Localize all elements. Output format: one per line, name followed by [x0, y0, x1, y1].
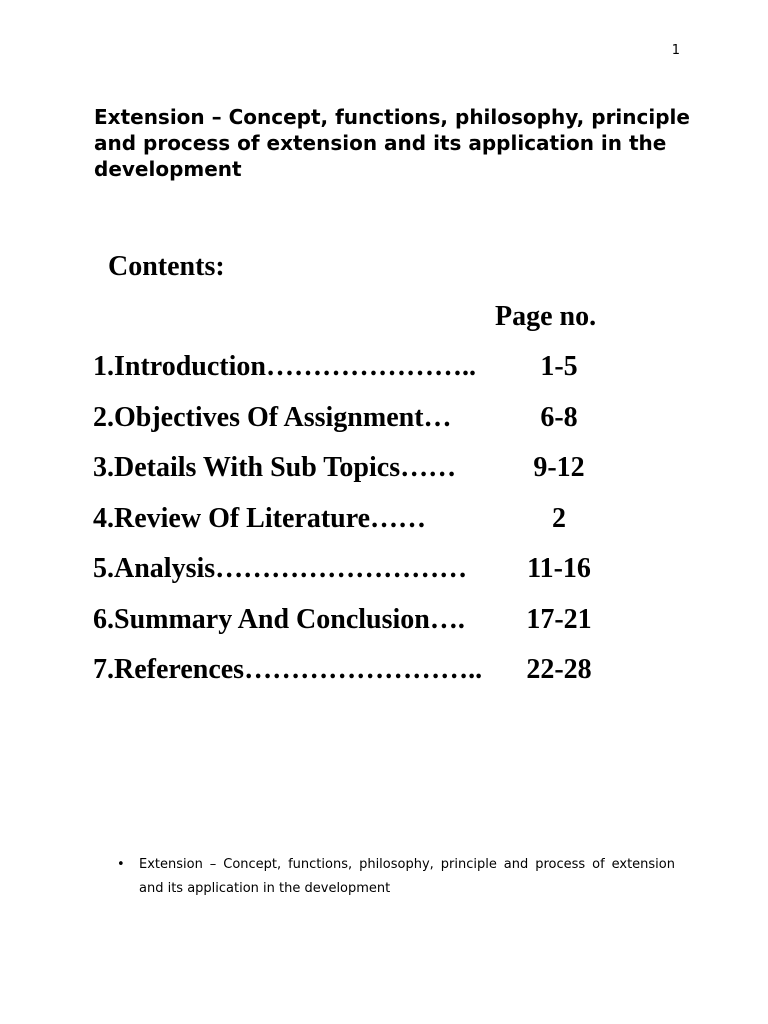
toc-entry-pages: 9-12 [533, 452, 585, 483]
toc-entry-pages: 17-21 [526, 603, 592, 635]
bullet-list [115, 853, 675, 901]
document-title: Extension – Concept, functions, philosophy, principle and process of extension and its application in the development [94, 105, 690, 181]
toc-entry-label: 4.Review Of Literature…… [93, 502, 427, 534]
page-number: 1 [671, 43, 680, 58]
toc-entry-pages: 2 [552, 502, 566, 534]
toc-entry-introduction [93, 350, 653, 401]
toc-entry-pages: 22-28 [526, 654, 592, 685]
toc-entry-summary [93, 603, 653, 654]
toc-entry-label: 2.Objectives Of Assignment… [93, 401, 452, 433]
toc-entry-objectives [93, 401, 653, 452]
toc-entry-label: 3.Details With Sub Topics…… [93, 452, 457, 483]
bullet-dot-icon: • [117, 857, 125, 872]
toc-entry-references [93, 653, 653, 704]
bullet-item [115, 853, 675, 901]
toc-entry-review [93, 502, 653, 553]
toc-entry-pages: 1-5 [540, 351, 578, 382]
toc-entry-label: 6.Summary And Conclusion…. [93, 603, 465, 635]
bullet-item-text: Extension – Concept, functions, philosophy, principle and process of extension and its application in the development [139, 857, 675, 896]
page-column-header: Page no. [495, 301, 597, 332]
toc-entry-label: 1.Introduction………………….. [93, 351, 476, 382]
toc-entry-analysis [93, 552, 653, 603]
toc-entry-details [93, 451, 653, 502]
toc-entry-label: 5.Analysis……………………… [93, 553, 468, 584]
toc-entry-pages: 11-16 [527, 553, 591, 584]
table-of-contents [93, 350, 653, 704]
toc-entry-label: 7.References…………………….. [93, 654, 483, 685]
contents-heading: Contents: [108, 251, 225, 282]
toc-entry-pages: 6-8 [540, 401, 578, 433]
